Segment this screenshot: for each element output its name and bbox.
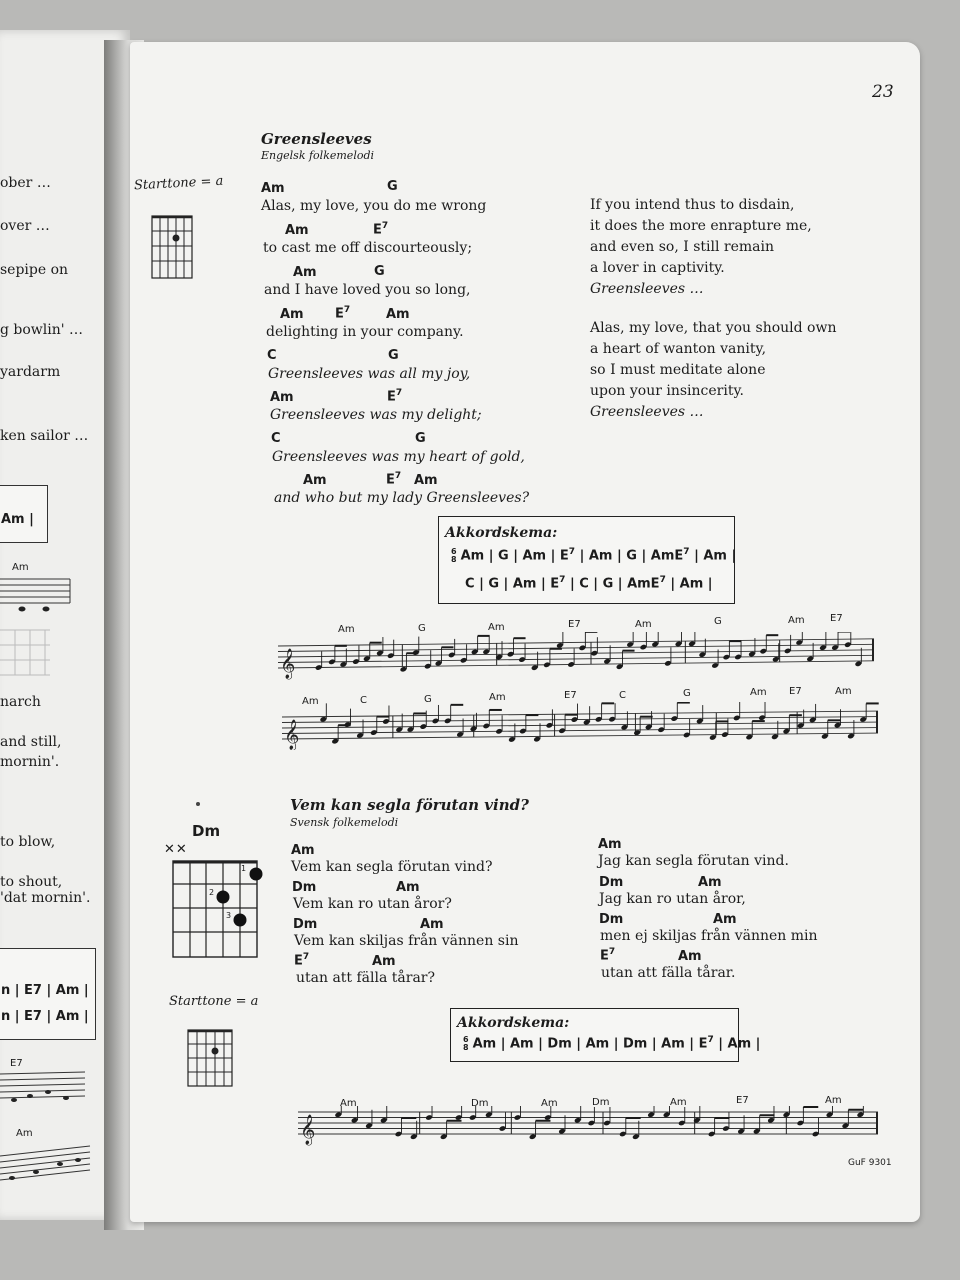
left-fragment: to shout, (0, 874, 63, 890)
chord-ext: 7 (395, 388, 403, 398)
lyric-line: it does the more enrapture me, (590, 218, 812, 234)
lyric-line: so I must meditate alone (590, 362, 766, 378)
akkordskema-row: C | G | Am | $E^7$ | C | G | AmE$^7$ | Am | (465, 575, 713, 592)
akk-chord: AmE (650, 548, 684, 564)
left-fragment: g bowlin' … (0, 322, 84, 338)
staff-line (278, 639, 874, 646)
chord: Am (280, 307, 304, 322)
staff-chord: E7 (830, 613, 843, 624)
akk-chord: Am (679, 576, 704, 592)
staff-chord: C (619, 690, 626, 701)
akk-chord: G (626, 548, 637, 564)
staff-chord: Am (488, 622, 505, 633)
akk-chord: Am (727, 1036, 752, 1052)
chord: Am (678, 949, 702, 964)
chord (335, 306, 350, 320)
finger-number: 2 (209, 888, 215, 897)
akk-chord-ext: 7 (659, 575, 666, 585)
lyric-line: Greensleeves was all my joy, (268, 366, 471, 382)
left-fragment: ober … (0, 175, 51, 191)
left-fragment: mornin'. (0, 754, 60, 770)
time-top: 6 (463, 1034, 469, 1044)
staff-chord: G (424, 694, 432, 705)
akk-chord: Am (460, 548, 485, 564)
akk-chord: Am (512, 576, 537, 592)
akk-chord-ext: 7 (568, 547, 576, 557)
staff-chord: Am (340, 1098, 357, 1109)
staff-chord: G (418, 623, 426, 634)
staff-chord: Am (338, 624, 355, 635)
staff-chord: Am (541, 1098, 558, 1109)
staff-line (278, 644, 874, 651)
akkordskema-box (450, 1008, 761, 1062)
footer-code: GuF 9301 (848, 1158, 892, 1168)
akk-chord: Dm (623, 1036, 648, 1052)
chord: Dm (292, 880, 317, 895)
music-staff (282, 702, 882, 750)
akk-chord: Am (585, 1036, 610, 1052)
lyric-line: Greensleeves … (590, 404, 704, 420)
chord-root: E (386, 472, 395, 488)
chord: C (271, 431, 281, 446)
left-akkord-row: n | E7 | Am | (1, 1009, 89, 1024)
staff-line (282, 722, 878, 728)
song-title: Vem kan segla förutan vind? (290, 796, 529, 814)
chord (294, 953, 309, 967)
chord: Am (270, 390, 294, 405)
chord: G (374, 264, 385, 279)
akk-chord: Am (661, 1036, 685, 1052)
chord: Am (598, 837, 622, 852)
akk-chord-ext: 7 (707, 1035, 714, 1045)
akk-chord: C (579, 576, 589, 592)
staff-chord: Dm (592, 1097, 610, 1108)
treble-clef-icon: 𝄞 (284, 720, 300, 750)
akk-chord: Am (703, 548, 727, 564)
page-number: 23 (872, 82, 894, 102)
akk-chord: E (698, 1036, 708, 1052)
finger-number: 1 (241, 864, 247, 873)
left-akkord-text: Am | (1, 512, 34, 527)
staff-chord: C (360, 695, 367, 706)
staff-chord: E7 (736, 1095, 749, 1106)
left-fragment: narch (0, 694, 41, 710)
chord: Am (420, 917, 444, 932)
print-speck (196, 802, 200, 806)
chord: Am (293, 265, 317, 280)
akk-chord: G (488, 576, 500, 592)
akkordskema-row: 6 8 Am | G | Am | $E^7$ | Am | G | AmE$^7$ | Am | (451, 546, 737, 564)
chord-ext: 7 (394, 471, 402, 481)
akk-chord: C (465, 576, 475, 592)
staff-chord: E7 (789, 686, 802, 697)
left-fragment: yardarm (0, 364, 61, 380)
time-bottom: 8 (463, 1042, 469, 1052)
chord: Am (396, 880, 420, 895)
left-staff-chord: Am (12, 562, 29, 573)
chord: G (415, 431, 426, 446)
starttone-label: Starttone = a (133, 173, 224, 194)
lyric-line: Vem kan segla förutan vind? (291, 859, 493, 875)
chord: Am (372, 954, 396, 969)
chord: G (388, 348, 399, 363)
left-akkord-box-2 (0, 948, 96, 1040)
chord: Am (713, 912, 737, 927)
staff-chord: Am (750, 687, 767, 698)
staff-line (282, 711, 878, 717)
lyric-line: Jag kan segla förutan vind. (598, 853, 789, 869)
chord-root: E (600, 948, 609, 964)
staff-chord: Am (635, 619, 652, 630)
akk-chord: G (498, 548, 509, 564)
chord: Am (414, 473, 438, 488)
chord: C (267, 348, 277, 363)
akk-chord: E (550, 576, 560, 592)
staff-chord: G (714, 616, 722, 627)
song-subtitle: Svensk folkemelodi (290, 816, 399, 829)
lyric-line: Alas, my love, that you should own (590, 320, 837, 336)
akk-chord: Am (472, 1036, 497, 1052)
lyric-line: and who but my lady Greensleeves? (274, 490, 530, 506)
akk-chord: Dm (547, 1036, 572, 1052)
book-page (130, 42, 920, 1222)
chord: Am (698, 875, 722, 890)
left-fragment: and still, (0, 734, 62, 750)
time-top: 6 (451, 546, 457, 556)
lyric-line: Greensleeves … (590, 281, 704, 297)
time-signature (463, 1036, 469, 1052)
song-title: Greensleeves (261, 130, 372, 148)
chord: Dm (599, 912, 624, 927)
lyric-line: delighting in your company. (266, 324, 464, 340)
akkordskema-box (438, 516, 735, 604)
lyric-line: Vem kan skiljas från vännen sin (294, 933, 519, 949)
left-akkord-box (0, 485, 48, 543)
lyric-line: Jag kan ro utan åror, (599, 891, 746, 907)
akkordskema-title: Akkordskema: (457, 1015, 570, 1031)
chord-root: E (335, 306, 344, 322)
akk-chord-ext: 7 (559, 575, 566, 585)
chord: Dm (599, 875, 624, 890)
chord-ext: 7 (381, 221, 389, 231)
left-staff-chord: Am (16, 1128, 33, 1139)
left-chord-grid-faint (0, 625, 60, 705)
lyric-line: and I have loved you so long, (264, 282, 471, 298)
staff-chord: E7 (564, 690, 577, 701)
chord-ext: 7 (302, 952, 310, 962)
chord-root: E (373, 222, 382, 238)
left-staff-chord: E7 (10, 1058, 23, 1069)
akk-chord: E (559, 548, 569, 564)
left-fragment: sepipe on (0, 262, 69, 278)
chord-root: E (294, 953, 303, 969)
lyric-line: men ej skiljas från vännen min (600, 928, 818, 944)
music-staff (298, 1106, 884, 1156)
akk-chord: Am (510, 1036, 534, 1052)
left-fragment: ken sailor … (0, 428, 89, 444)
lyric-line: utan att fälla tårar? (296, 970, 435, 986)
muted-strings-marks: ✕✕ (164, 842, 188, 857)
staff-chord: Am (835, 686, 852, 697)
left-fragment: 'dat mornin'. (0, 890, 91, 906)
chord: G (387, 179, 398, 194)
left-fragment: over … (0, 218, 50, 234)
staff-line (282, 717, 878, 723)
staff-line (278, 661, 874, 668)
staff-chord: Am (489, 692, 506, 703)
chord-root: E (387, 389, 396, 405)
time-bottom: 8 (451, 554, 457, 564)
staff-chord: E7 (568, 619, 581, 630)
chord (386, 472, 401, 486)
left-akkord-row: n | E7 | Am | (1, 983, 89, 998)
chord: Am (261, 181, 285, 196)
left-fragment: to blow, (0, 834, 56, 850)
lyric-line: and even so, I still remain (590, 239, 775, 255)
chord-diagram-name: Dm (192, 822, 221, 840)
akk-chord-ext: 7 (683, 547, 690, 557)
chord-ext: 7 (608, 947, 616, 957)
akk-chord: G (602, 576, 614, 592)
chord: Am (285, 223, 309, 238)
left-staff (0, 575, 75, 615)
lyric-line: Greensleeves was my heart of gold, (272, 449, 525, 465)
finger-number: 3 (226, 911, 232, 920)
akk-chord: Am (588, 548, 613, 564)
staff-chord: Am (670, 1097, 687, 1108)
time-signature (451, 548, 457, 564)
lyric-line: a lover in captivity. (590, 260, 725, 276)
starttone-label: Starttone = a (169, 994, 259, 1009)
lyric-line: Vem kan ro utan åror? (293, 896, 452, 912)
starttone-grid (150, 214, 196, 280)
staff-chord: Dm (471, 1098, 489, 1109)
chord-ext: 7 (343, 305, 351, 315)
chord: Am (386, 307, 410, 322)
chord (373, 222, 388, 236)
lyric-line: utan att fälla tårar. (601, 965, 736, 981)
chord: Am (303, 473, 327, 488)
left-staff-2 (0, 1070, 90, 1110)
treble-clef-icon: 𝄞 (280, 649, 296, 679)
chord (600, 948, 615, 962)
akk-chord: Am (522, 548, 547, 564)
music-staff (278, 632, 878, 680)
chord (387, 389, 402, 403)
akkordskema-title: Akkordskema: (445, 525, 558, 541)
lyric-line: Greensleeves was my delight; (270, 407, 482, 423)
akkordskema-row: 6 8 Am | Am | Dm | Am | Dm | Am | $E^7$ | Am | (463, 1034, 761, 1052)
starttone-grid (186, 1028, 236, 1090)
left-staff-3 (0, 1140, 95, 1185)
staff-chord: Am (825, 1095, 842, 1106)
lyric-line: a heart of wanton vanity, (590, 341, 767, 357)
lyric-line: If you intend thus to disdain, (590, 197, 795, 213)
akk-chord: AmE (627, 576, 660, 592)
chord: Am (291, 843, 315, 858)
lyric-line: upon your insincerity. (590, 383, 744, 399)
lyric-line: Alas, my love, you do me wrong (261, 198, 487, 214)
song-subtitle: Engelsk folkemelodi (261, 149, 375, 162)
staff-chord: Am (788, 615, 805, 626)
staff-chord: G (683, 688, 691, 699)
treble-clef-icon: 𝄞 (300, 1115, 316, 1145)
staff-chord: Am (302, 696, 319, 707)
chord: Dm (293, 917, 318, 932)
lyric-line: to cast me off discourteously; (263, 240, 473, 256)
dm-chord-grid (170, 858, 266, 962)
